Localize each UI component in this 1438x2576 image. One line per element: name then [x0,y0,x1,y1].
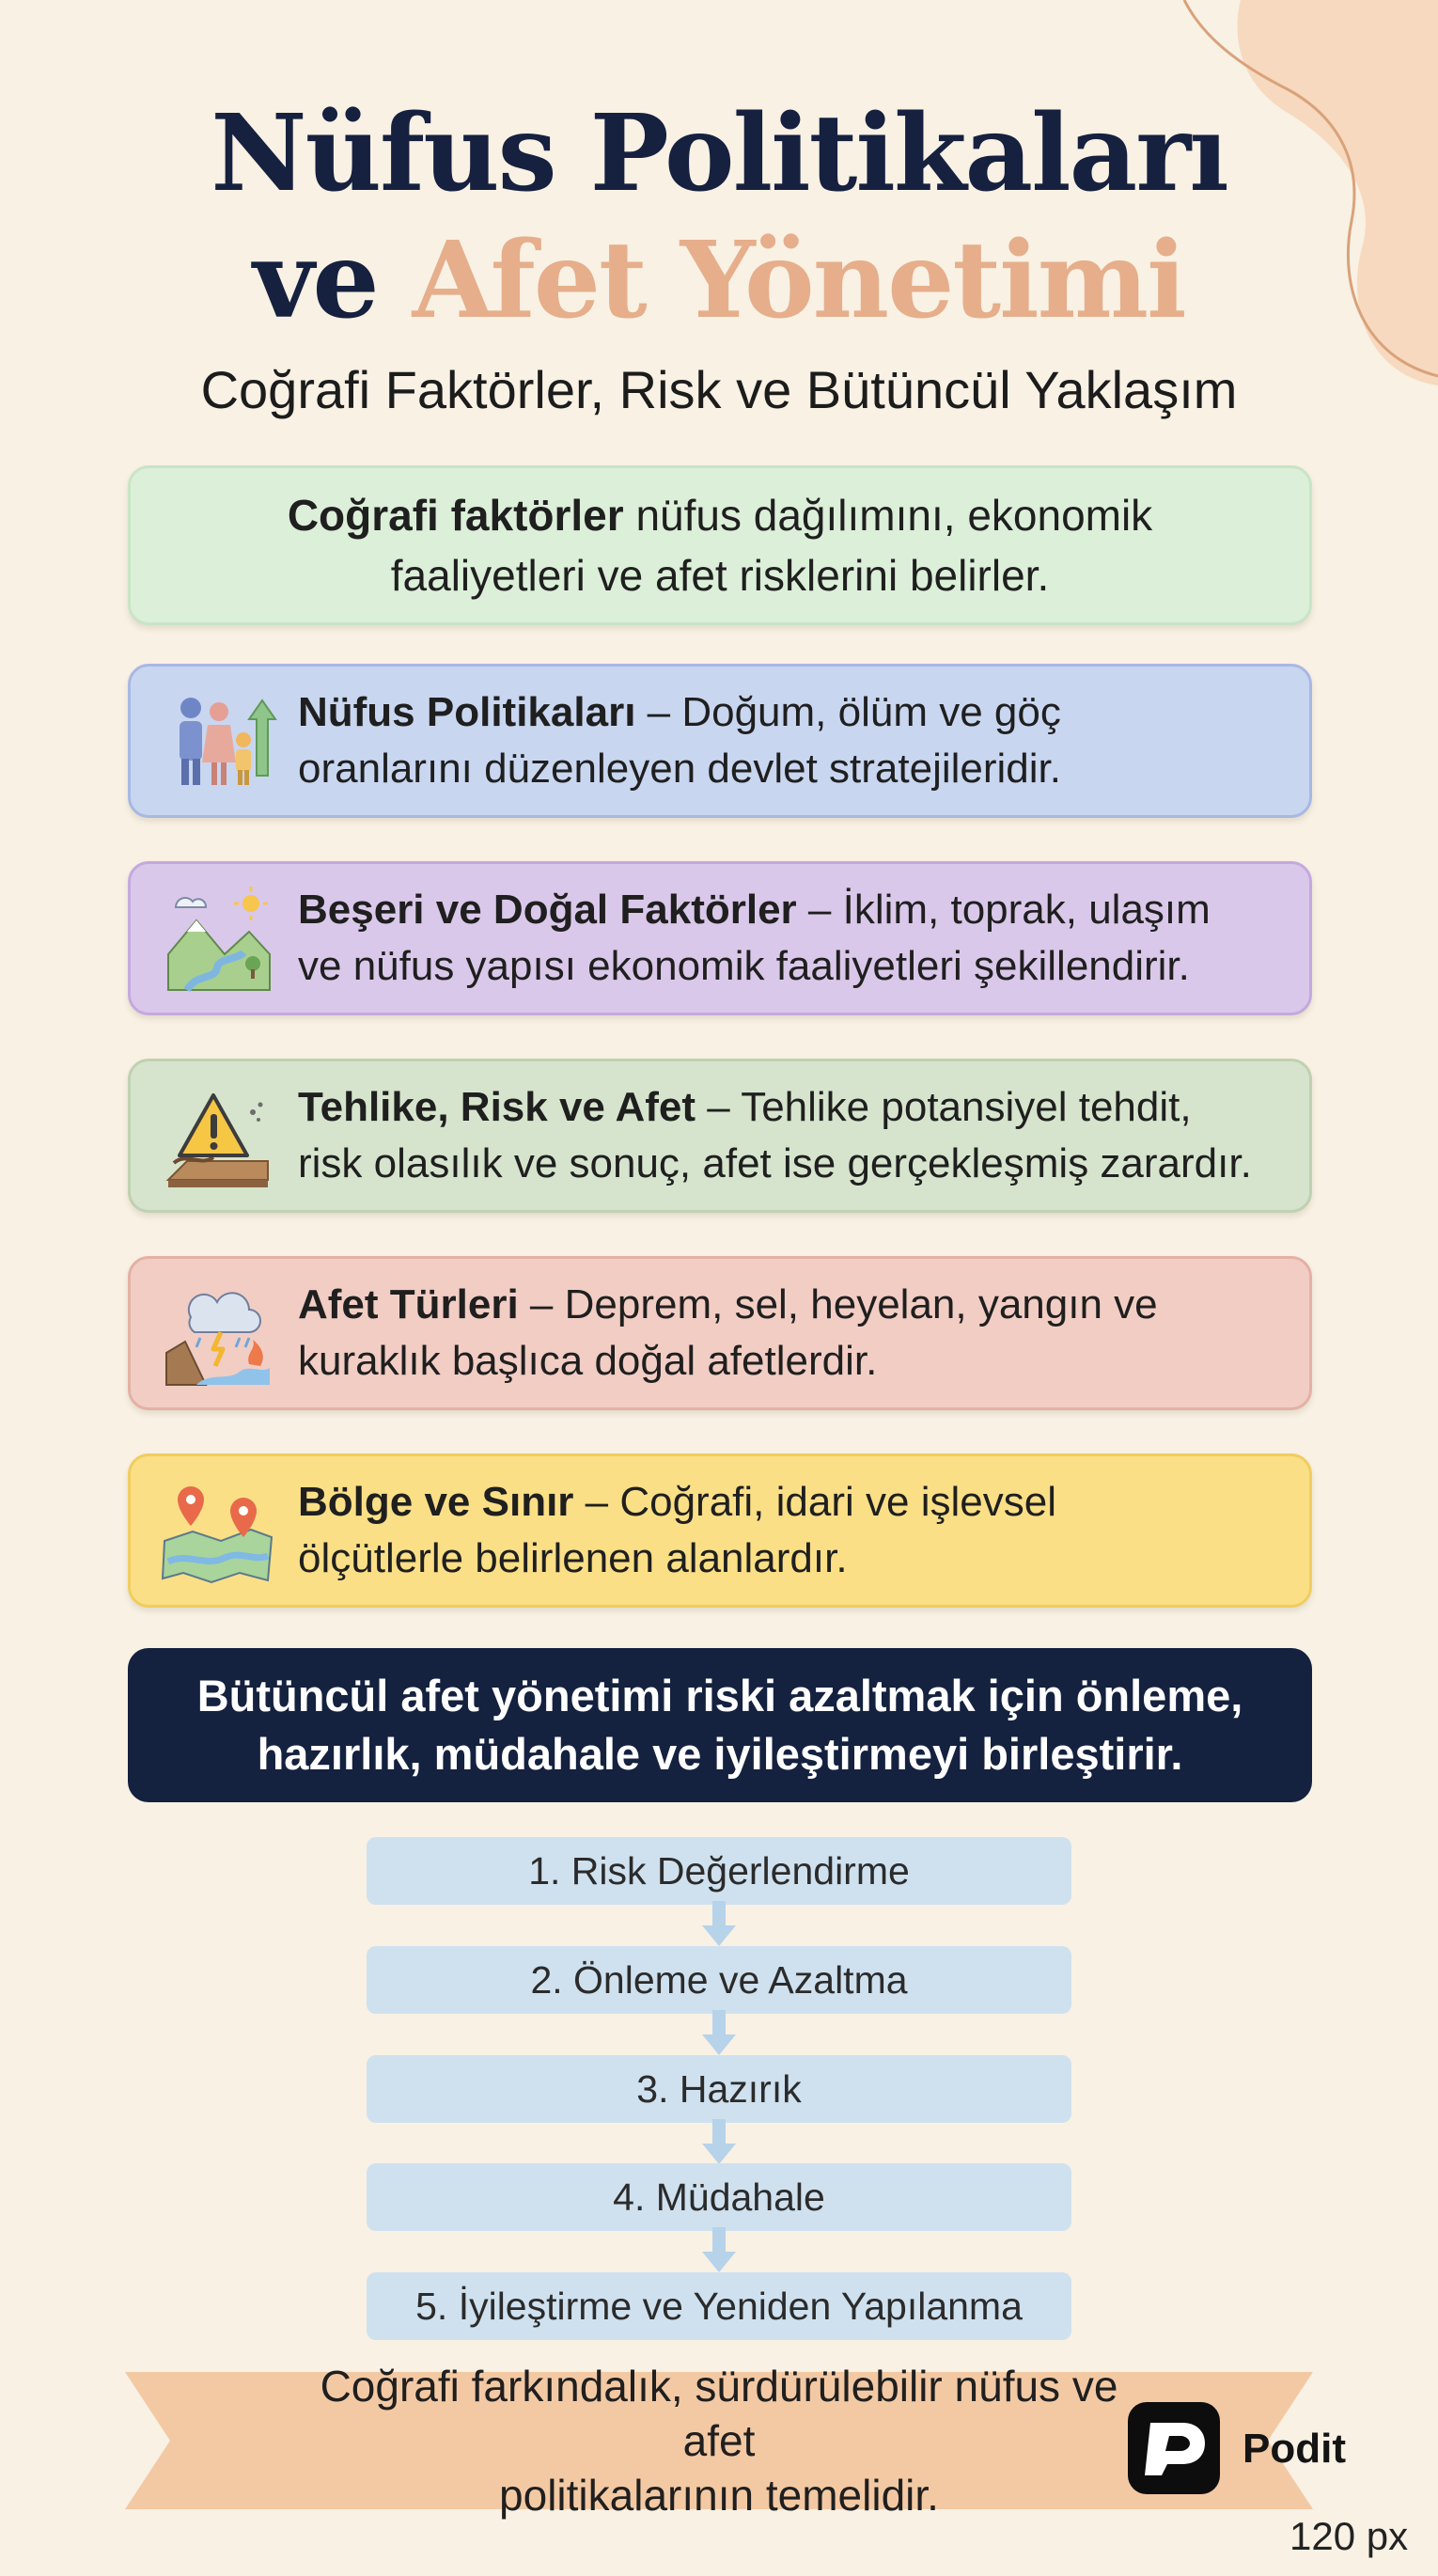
card-line-1: – Doğum, ölüm ve göç [635,689,1061,735]
card-line-1: – Tehlike potansiyel tehdit, [696,1084,1192,1130]
footer-line-1: Coğrafi farkındalık, sürdürülebilir nüfus ve afet [320,2362,1118,2465]
card-nufus-politikalari [128,664,1312,818]
intro-line-2: faaliyetleri ve afet risklerini belirler. [390,551,1050,600]
intro-bold: Coğrafi faktörler [287,491,624,540]
card-line-2: risk olasılık ve sonuç, afet ise gerçekleşmiş zarardır. [298,1140,1252,1186]
intro-text [288,485,1152,605]
card-line-1: – Coğrafi, idari ve işlevsel [573,1479,1056,1525]
card-line-2: kuraklık başlıca doğal afetlerdir. [298,1338,878,1384]
arrow-down-icon [700,2227,738,2272]
card-heading: Bölge ve Sınır [298,1479,574,1525]
summary-box [128,1648,1312,1802]
step-onleme-azaltma: 2. Önleme ve Azaltma [367,1946,1071,2014]
card-line-2: oranlarını düzenleyen devlet stratejileridir. [298,746,1062,792]
arrow-down-icon [700,2119,738,2164]
storm-icon [159,1274,277,1392]
card-heading: Nüfus Politikaları [298,689,636,735]
title-accent: Afet Yönetimi [412,219,1185,342]
size-label: 120 px [1290,2514,1409,2558]
card-heading: Beşeri ve Doğal Faktörler [298,887,797,933]
title-word-ve: ve [253,219,378,342]
summary-line-1: Bütüncül afet yönetimi riski azaltmak için önleme, [196,1671,1243,1720]
page-title-line-1: Nüfus Politikaları [211,92,1227,215]
intro-card [128,465,1312,625]
card-tehlike-risk-afet [128,1059,1312,1213]
logo-mark-icon [1128,2402,1220,2494]
page-title-line-2 [0,219,1438,342]
step-iyilestirme: 5. İyileştirme ve Yeniden Yapılanma [367,2272,1071,2340]
intro-line-1: nüfus dağılımını, ekonomik [623,491,1153,540]
footer-line-2: politikalarının temelidir. [499,2471,939,2520]
card-line-2: ölçütlerle belirlenen alanlardır. [298,1535,848,1581]
summary-text [197,1667,1243,1783]
warning-icon [159,1076,277,1195]
card-line-1: – İklim, toprak, ulaşım [796,887,1211,933]
podit-logo [1128,2402,1220,2494]
card-line-2: ve nüfus yapısı ekonomik faaliyetleri şekillendirir. [298,943,1190,989]
arrow-down-icon [700,2010,738,2055]
landscape-icon [159,879,277,997]
card-text [298,1079,1252,1192]
card-heading: Tehlike, Risk ve Afet [298,1084,696,1130]
step-hazirlik: 3. Hazırık [367,2055,1071,2123]
logo-name: Podit [1243,2426,1346,2472]
family-icon [159,682,277,800]
step-mudahale: 4. Müdahale [367,2163,1071,2231]
arrow-down-icon [700,1901,738,1946]
card-line-1: – Deprem, sel, heyelan, yangın ve [518,1281,1158,1327]
summary-line-2: hazırlık, müdahale ve iyileştirmeyi birleştirir. [257,1729,1183,1779]
card-text [298,684,1061,797]
map-pin-icon [159,1471,277,1590]
card-bolge-sinir [128,1453,1312,1608]
card-text [298,882,1211,995]
card-text [298,1474,1056,1587]
card-beseri-dogal [128,861,1312,1015]
card-heading: Afet Türleri [298,1281,519,1327]
step-risk-degerlendirme: 1. Risk Değerlendirme [367,1837,1071,1905]
card-afet-turleri [128,1256,1312,1410]
card-text [298,1277,1158,1390]
page-subtitle: Coğrafi Faktörler, Risk ve Bütüncül Yaklaşım [200,360,1238,419]
